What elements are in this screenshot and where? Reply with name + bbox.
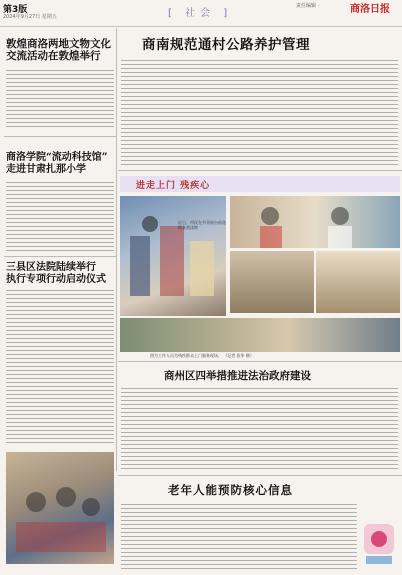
editor-meta: 责任编辑 · (296, 3, 320, 9)
photo-caption: 近日，市民在书刊展台前选购各类读物 (178, 220, 226, 231)
newspaper-logo: 商洛日报 (350, 4, 390, 15)
photo-credit: （记者 张华 摄） (223, 353, 254, 358)
photo-service-top (230, 196, 400, 248)
row-divider (4, 256, 116, 257)
row-divider (4, 136, 116, 137)
row-divider (118, 475, 402, 476)
feature-banner-title: 进走上门 残疾心 (136, 181, 211, 191)
date-line: 2024年9月27日 星期五 (3, 14, 57, 20)
photo-students (6, 452, 114, 564)
page-number: 第3版 (3, 5, 28, 15)
main-top-headline: 商南规范通村公路养护管理 (142, 37, 310, 53)
article-body-text (6, 290, 114, 446)
center-lower-headline: 商州区四举措推进法治政府建设 (164, 370, 311, 382)
left-mid-headline: 商洛学院“流动科技馆” 走进甘肃扎那小学 (6, 152, 108, 175)
row-divider (118, 170, 402, 171)
left-lower-headline: 三县区法院陆续举行 执行专项行动启动仪式 (6, 262, 106, 285)
photo-books-left (120, 196, 226, 316)
row-divider (118, 361, 402, 362)
article-body-text (121, 60, 398, 166)
photo-service-bottom (120, 318, 400, 352)
article-body-text (6, 70, 114, 130)
photo-caption: 图为工作人员为残疾群众上门服务现场。 （记者 张华 摄） (150, 353, 254, 358)
article-body-text (121, 388, 398, 470)
column-divider (116, 28, 117, 471)
photo-service-mid-right (316, 251, 400, 313)
left-top-headline: 敦煌商洛两地文物文化 交流活动在敦煌举行 (6, 38, 111, 63)
decorative-illustration (360, 520, 398, 568)
bottom-headline: 老年人能预防核心信息 (168, 483, 293, 497)
section-title: [ 社会 ] (168, 8, 233, 19)
article-body-text (6, 182, 114, 252)
article-body-text (121, 504, 357, 570)
photo-service-mid-left (230, 251, 314, 313)
